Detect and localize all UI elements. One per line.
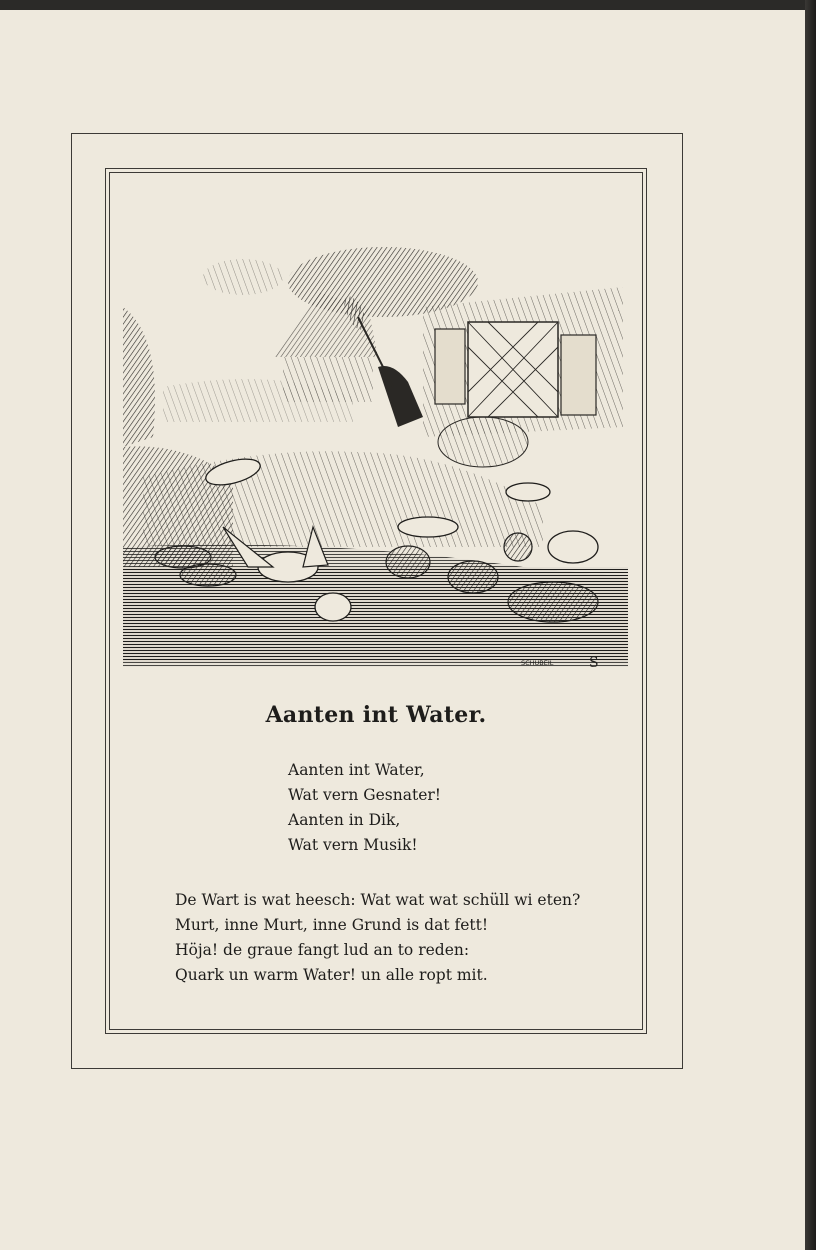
stanza-1: [288, 758, 441, 858]
verse-line: Aanten int Water,: [288, 761, 425, 779]
verse-line: Quark un warm Water! un alle ropt mit.: [175, 966, 488, 984]
verse-line: Murt, inne Murt, inne Grund is dat fett!: [175, 916, 489, 934]
poem-title: Aanten int Water.: [265, 702, 487, 728]
engraver-monogram: S: [589, 655, 599, 671]
duck-pond-engraving: [123, 247, 628, 672]
book-page: [0, 10, 807, 1250]
stanza-2: [175, 888, 580, 988]
book-spine: [805, 0, 816, 1250]
engraver-signature: SCHUBEIL: [521, 659, 554, 667]
verse-line: Wat vern Musik!: [288, 836, 418, 854]
verse-line: Höja! de graue fangt lud an to reden:: [175, 941, 470, 959]
verse-line: De Wart is wat heesch: Wat wat wat schüll wi eten?: [175, 891, 581, 909]
verse-line: Wat vern Gesnater!: [288, 786, 442, 804]
verse-line: Aanten in Dik,: [288, 811, 401, 829]
